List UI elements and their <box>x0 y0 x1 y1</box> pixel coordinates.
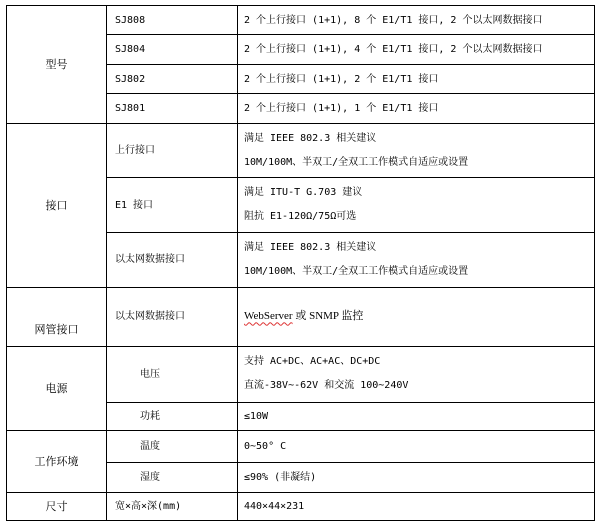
table-row <box>7 288 595 346</box>
management-value-webserver: WebServer <box>244 310 293 323</box>
spec-line: 支持 AC+DC、AC+AC、DC+DC <box>244 356 381 368</box>
dimensions-value: 440×44×231 <box>238 492 595 520</box>
category-management: 网管接口 <box>7 288 107 346</box>
dimensions-name: 宽×高×深(mm) <box>107 492 238 520</box>
table-row <box>7 6 595 35</box>
model-value: 2 个上行接口 (1+1), 2 个 E1/T1 接口 <box>238 65 595 93</box>
interface-value <box>238 232 595 287</box>
interface-name: 上行接口 <box>107 123 238 177</box>
category-power: 电源 <box>7 346 107 431</box>
environment-temperature-name: 温度 <box>107 431 238 462</box>
interface-name: 以太网数据接口 <box>107 232 238 287</box>
environment-humidity-name: 湿度 <box>107 462 238 492</box>
model-name: SJ808 <box>107 6 238 35</box>
management-value-snmp: 或 SNMP 监控 <box>292 310 364 323</box>
management-name: 以太网数据接口 <box>107 288 238 346</box>
spec-line: 满足 IEEE 802.3 相关建议 <box>244 241 377 253</box>
model-name: SJ802 <box>107 65 238 93</box>
category-model: 型号 <box>7 6 107 124</box>
spec-table <box>6 5 595 521</box>
table-row <box>7 123 595 177</box>
model-value: 2 个上行接口 (1+1), 4 个 E1/T1 接口, 2 个以太网数据接口 <box>238 35 595 65</box>
table-row <box>7 346 595 402</box>
spec-line: 10M/100M、半双工/全双工工作模式自适应或设置 <box>244 156 469 168</box>
category-interface: 接口 <box>7 123 107 287</box>
spec-line: 满足 ITU-T G.703 建议 <box>244 187 363 199</box>
power-consumption-name: 功耗 <box>107 403 238 431</box>
category-dimensions: 尺寸 <box>7 492 107 520</box>
power-consumption-value: ≤10W <box>238 403 595 431</box>
table-row <box>7 492 595 520</box>
table-row <box>7 431 595 462</box>
interface-value <box>238 178 595 232</box>
spec-line: 满足 IEEE 802.3 相关建议 <box>244 132 377 144</box>
interface-value <box>238 123 595 177</box>
environment-humidity-value: ≤90% (非凝结) <box>238 462 595 492</box>
environment-temperature-value: 0~50° C <box>238 431 595 462</box>
category-environment: 工作环境 <box>7 431 107 492</box>
model-name: SJ801 <box>107 93 238 123</box>
spec-line: 直流-38V~-62V 和交流 100~240V <box>244 380 409 392</box>
management-value <box>238 288 595 346</box>
spec-line: 10M/100M、半双工/全双工工作模式自适应或设置 <box>244 265 469 277</box>
power-voltage-name: 电压 <box>107 346 238 402</box>
model-value: 2 个上行接口 (1+1), 1 个 E1/T1 接口 <box>238 93 595 123</box>
spec-line: 阻抗 E1-120Ω/75Ω可选 <box>244 211 357 223</box>
model-value: 2 个上行接口 (1+1), 8 个 E1/T1 接口, 2 个以太网数据接口 <box>238 6 595 35</box>
interface-name: E1 接口 <box>107 178 238 232</box>
model-name: SJ804 <box>107 35 238 65</box>
power-voltage-value <box>238 346 595 402</box>
